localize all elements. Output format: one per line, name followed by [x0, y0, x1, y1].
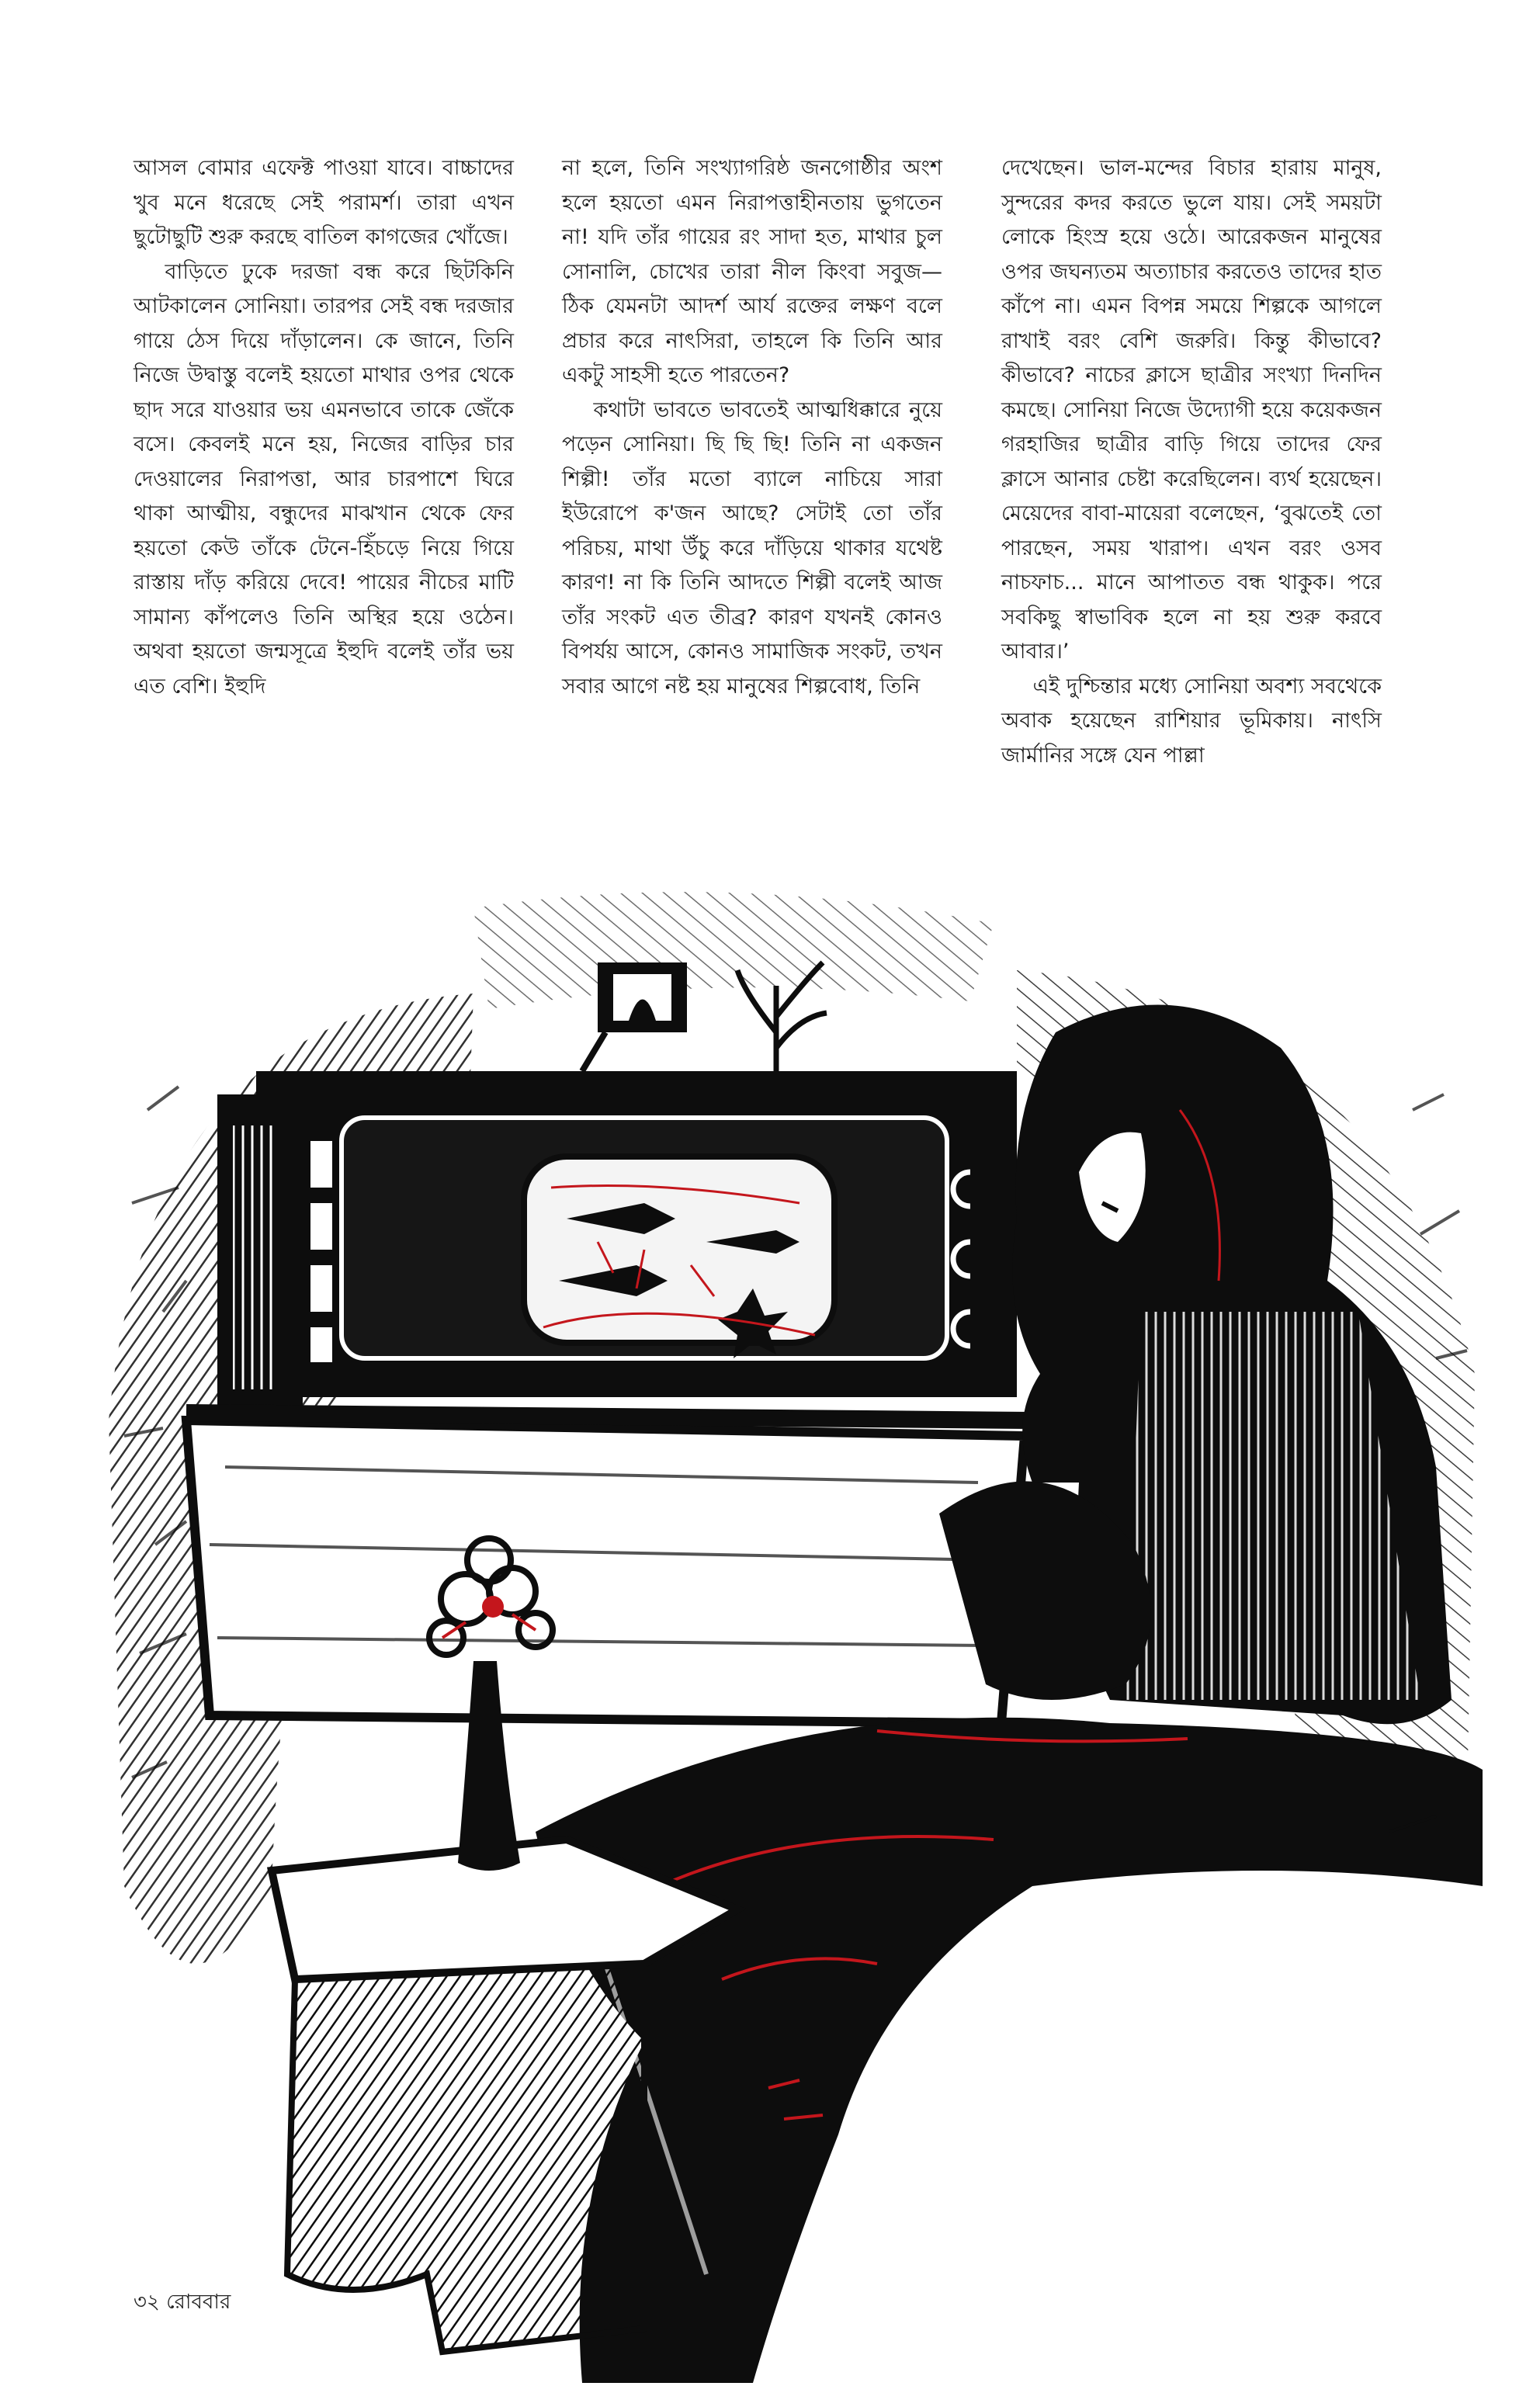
paragraph: না হলে, তিনি সংখ্যাগরিষ্ঠ জনগোষ্ঠীর অংশ হলে হয়তো এমন নিরাপত্তাহীনতায় ভুগতেন না! যদি তাঁর গায়ের রং সাদা হত, মাথার চুল সোনালি, চোখের তারা নীল কিংবা সবুজ— ঠিক যেমনটা আদর্শ আর্য রক্তের লক্ষণ বলে প্রচার করে নাৎসিরা, তাহলে কি তিনি আর একটু সাহসী হতে পারতেন?: [562, 156, 942, 387]
text-column-1: [134, 151, 514, 704]
text-column-2: [562, 151, 942, 704]
photo-frame: [582, 962, 687, 1071]
paragraph: দেখেছেন। ভাল-মন্দের বিচার হারায় মানুষ, সুন্দরের কদর করতে ভুলে যায়। সেই সময়টা লোকে হিংস্র হয়ে ওঠে। আরেকজন মানুষের ওপর জঘন্যতম অত্যাচার করতেও তাদের হাত কাঁপে না। এমন বিপন্ন সময়ে শিল্পকে আগলে রাখাই বরং বেশি জরুরি। কিন্তু কীভাবে? কীভাবে? নাচের ক্লাসে ছাত্রীর সংখ্যা দিনদিন কমছে। সোনিয়া নিজে উদ্যোগী হয়ে কয়েকজন গরহাজির ছাত্রীর বাড়ি গিয়ে তাদের ফের ক্লাসে আনার চেষ্টা করেছিলেন। ব্যর্থ হয়েছেন। মেয়েদের বাবা-মায়েরা বলেছেন, ‘বুঝতেই তো পারছেন, সময় খারাপ। এখন বরং ওসব নাচফাচ... মানে আপাতত বন্ধ থাকুক। পরে সবকিছু স্বাভাবিক হলে না হয় শুরু করবে আবার।’: [1001, 156, 1382, 664]
woodcut-illustration: [101, 877, 1483, 2383]
tv-screen: [524, 1157, 834, 1358]
page-number: ৩২ রোববার: [134, 2291, 231, 2314]
cabinet: [186, 1413, 1032, 1723]
paragraph: বাড়িতে ঢুকে দরজা বন্ধ করে ছিটকিনি আটকালেন সোনিয়া। তারপর সেই বন্ধ দরজার গায়ে ঠেস দিয়ে দাঁড়ালেন। কে জানে, তিনি নিজে উদ্বাস্তু বলেই হয়তো মাথার ওপর থেকে ছাদ সরে যাওয়ার ভয় এমনভাবে তাকে জেঁকে বসে। কেবলই মনে হয়, নিজের বাড়ির চার দেওয়ালের নিরাপত্তা, আর চারপাশে ঘিরে থাকা আত্মীয়, বন্ধুদের মাঝখান থেকে ফের হয়তো কেউ তাঁকে টেনে-হিঁচড়ে নিয়ে গিয়ে রাস্তায় দাঁড় করিয়ে দেবে! পায়ের নীচের মাটি সামান্য কাঁপলেও তিনি অস্থির হয়ে ওঠেন। অথবা হয়তো জন্মসূত্রে ইহুদি বলেই তাঁর ভয় এত বেশি। ইহুদি: [134, 259, 514, 699]
paragraph: কথাটা ভাবতে ভাবতেই আত্মধিক্কারে নুয়ে পড়েন সোনিয়া। ছি ছি ছি! তিনি না একজন শিল্পী! তাঁর মতো ব্যালে নাচিয়ে সারা ইউরোপে ক'জন আছে? সেটাই তো তাঁর পরিচয়, মাথা উঁচু করে দাঁড়িয়ে থাকার যথেষ্ট কারণ! না কি তিনি আদতে শিল্পী বলেই আজ তাঁর সংকট এত তীব্র? কারণ যখনই কোনও বিপর্যয় আসে, কোনও সামাজিক সংকট, তখন সবার আগে নষ্ট হয় মানুষের শিল্পবোধ, তিনি: [562, 397, 942, 699]
paragraph: এই দুশ্চিন্তার মধ্যে সোনিয়া অবশ্য সবথেকে অবাক হয়েছেন রাশিয়ার ভূমিকায়। নাৎসি জার্মানির সঙ্গে যেন পাল্লা: [1001, 674, 1382, 768]
text-column-3: [1001, 151, 1382, 773]
paragraph: আসল বোমার এফেক্ট পাওয়া যাবে। বাচ্চাদের খুব মনে ধরেছে সেই পরামর্শ। তারা এখন ছুটোছুটি শুরু করছে বাতিল কাগজের খোঁজে।: [134, 156, 514, 249]
background-hatching-top: [473, 892, 994, 1009]
